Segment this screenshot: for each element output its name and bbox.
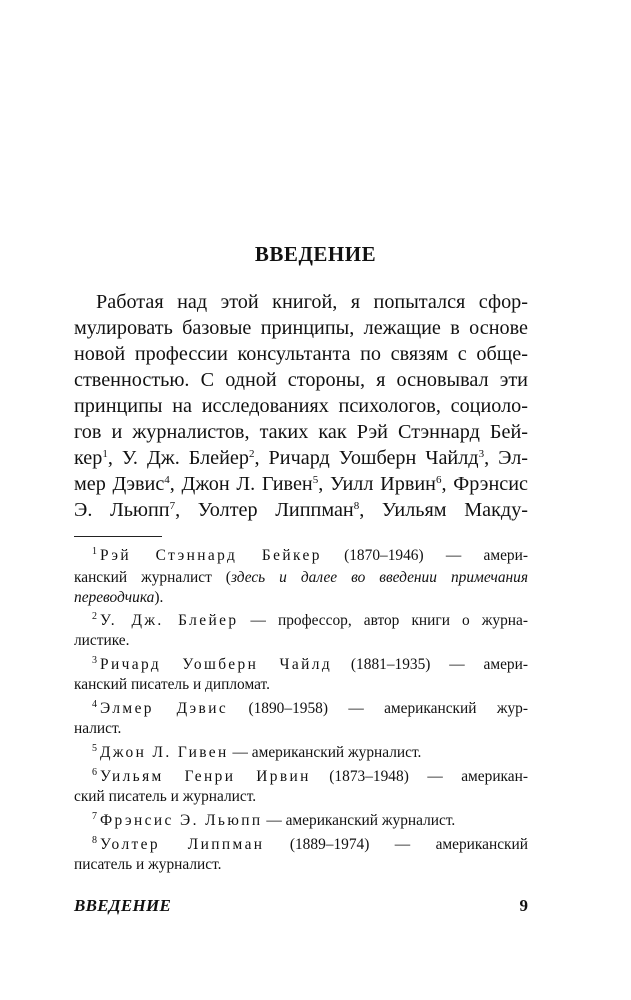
text-run: мер Дэвис — [74, 473, 165, 495]
text-run: — профессор, автор книги о журна- — [238, 612, 528, 629]
footnote-number: 4 — [92, 699, 97, 710]
footnote-ref: 4 — [164, 474, 170, 486]
page-number: 9 — [519, 896, 528, 915]
footnote-line — [92, 546, 528, 568]
footnote-number: 8 — [92, 835, 97, 846]
footnote-ref: 1 — [102, 448, 108, 460]
text-run: здесь и далее во введении примечания — [230, 569, 528, 586]
text-run: , У. Дж. Блейер — [107, 447, 249, 469]
text-run: — американский журналист. — [262, 812, 456, 829]
body-line — [74, 446, 528, 471]
footnote-line — [92, 743, 528, 765]
body-line: гов и журналистов, таких как Рэй Стэннард Бей- — [74, 421, 528, 443]
footnote-ref: 2 — [248, 448, 255, 460]
footnote-name: Уильям Генри Ирвин — [100, 768, 311, 785]
text-run: , Уильям Макду- — [359, 499, 529, 521]
text-run: (1881–1935) — амери- — [332, 656, 528, 673]
footnote-ref: 6 — [435, 474, 442, 486]
text-run: (1870–1946) — амери- — [321, 547, 528, 564]
footnote-line — [92, 767, 528, 789]
text-run: — американский журналист. — [228, 744, 422, 761]
body-line: принципы на исследованиях психологов, социоло- — [74, 395, 528, 417]
text-run: , Фрэнсис — [441, 473, 528, 495]
footnote-ref: 5 — [312, 474, 319, 486]
text-run: Э. Льюпп — [74, 499, 170, 521]
footnote-number: 6 — [92, 767, 97, 778]
footnote-line: листике. — [74, 632, 130, 649]
footnote-name: Джон Л. Гивен — [100, 744, 229, 761]
text-run: канский журналист ( — [74, 569, 231, 586]
footnote-line: писатель и журналист. — [74, 856, 222, 873]
footnote-line — [92, 835, 528, 857]
running-head: ВВЕДЕНИЕ — [74, 896, 172, 915]
text-run: (1873–1948) — американ- — [310, 768, 528, 785]
footnote-line — [92, 655, 528, 677]
footnote-line — [74, 568, 528, 588]
footnote-line — [92, 811, 528, 833]
text-run: , Ричард Уошберн Чайлд — [254, 447, 479, 469]
footnote-number: 1 — [92, 546, 97, 557]
footnote-name: Фрэнсис Э. Льюпп — [100, 812, 263, 829]
body-line: мулировать базовые принципы, лежащие в основе — [74, 317, 528, 339]
footnote-ref: 7 — [169, 500, 176, 512]
text-run: (1890–1958) — американский жур- — [228, 700, 528, 717]
text-run: , Джон Л. Гивен — [169, 473, 313, 495]
body-line — [74, 498, 528, 523]
footnote-ref: 8 — [353, 500, 360, 512]
footnote-line — [92, 699, 528, 721]
footnote-number: 3 — [92, 655, 97, 666]
text-run: ). — [154, 589, 164, 606]
footnote-line — [92, 611, 528, 633]
footnote-number: 2 — [92, 611, 97, 622]
footnote-line: налист. — [74, 720, 122, 737]
footnote-divider — [74, 536, 162, 537]
text-run: (1889–1974) — американский — [264, 836, 528, 853]
footnote-name: Уолтер Липпман — [100, 836, 265, 853]
footnote-line: канский писатель и дипломат. — [74, 676, 270, 693]
body-line: ственностью. С одной стороны, я основывал эти — [74, 369, 528, 391]
body-line: Работая над этой книгой, я попытался сфор- — [96, 291, 528, 313]
body-line — [74, 472, 528, 497]
footnote-name: У. Дж. Блейер — [100, 612, 239, 629]
chapter-heading: ВВЕДЕНИЕ — [254, 242, 377, 266]
text-run: , Уилл Ирвин — [318, 473, 436, 495]
footnote-number: 5 — [92, 743, 97, 754]
footnote-line: ский писатель и журналист. — [74, 788, 257, 805]
text-run: кер — [74, 447, 103, 469]
footnote-name: Элмер Дэвис — [100, 700, 229, 717]
footnote-number: 7 — [92, 811, 97, 822]
footnote-name: Рэй Стэннард Бейкер — [100, 547, 322, 564]
text-run: , Эл- — [484, 447, 528, 469]
footnote-line — [74, 588, 528, 608]
text-run: переводчика — [74, 589, 155, 606]
footnote-ref: 3 — [478, 448, 485, 460]
body-line: новой профессии консультанта по связям с обще- — [74, 343, 528, 365]
footnote-name: Ричард Уошберн Чайлд — [100, 656, 333, 673]
text-run: , Уолтер Липпман — [175, 499, 354, 521]
